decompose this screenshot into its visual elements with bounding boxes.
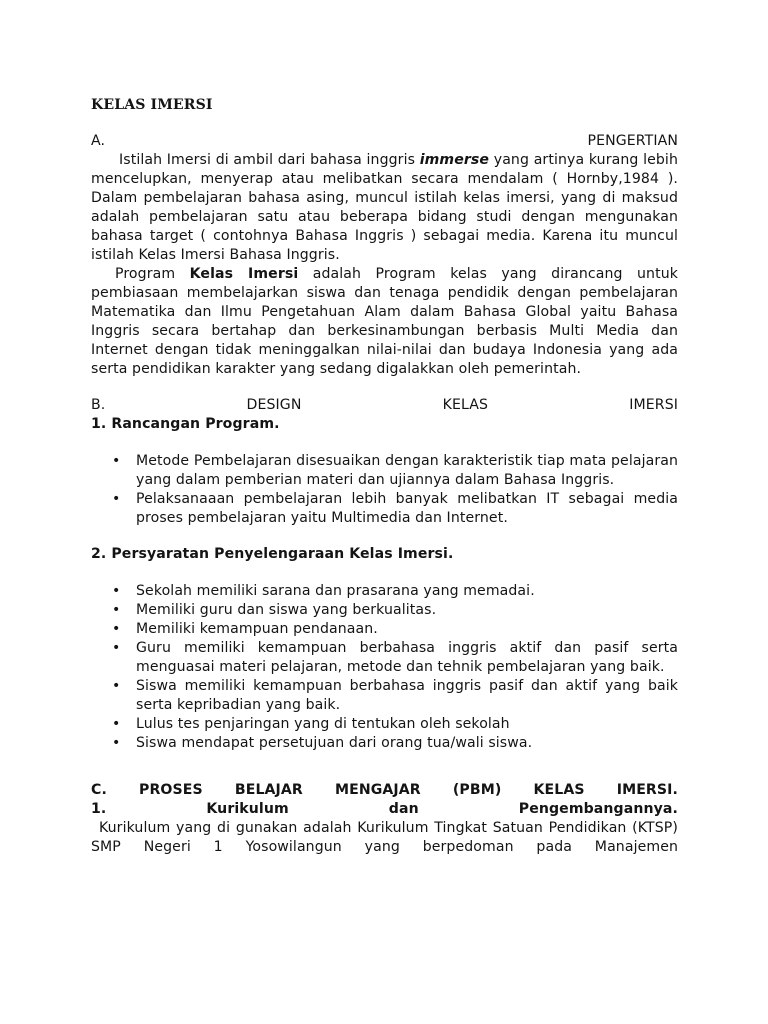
bold-term: Kelas Imersi <box>189 266 299 282</box>
heading-word: B. <box>91 397 106 413</box>
subsection-heading-rancangan: 1. Rancangan Program. <box>91 416 280 432</box>
persyaratan-list <box>91 582 678 753</box>
subsection-heading-persyaratan: 2. Persyaratan Penyelengaraan Kelas Imersi. <box>91 546 454 562</box>
bullet-icon: • <box>112 640 121 656</box>
section-c-paragraph-1: Kurikulum yang di gunakan adalah Kurikulum Tingkat Satuan Pendidikan (KTSP) SMP Negeri 1 Yosowilangun yang berpedoman pada Manajemen <box>91 820 678 855</box>
subsection-heading-kurikulum <box>91 800 678 819</box>
heading-word: DESIGN <box>246 397 302 413</box>
heading-word: dan <box>388 801 419 817</box>
document-title: KELAS IMERSI <box>91 97 213 113</box>
bullet-icon: • <box>112 583 121 599</box>
list-item-text: Guru memiliki kemampuan berbahasa inggris aktif dan pasif serta menguasai materi pelajaran, metode dan tehnik pembelajaran yang baik. <box>136 640 678 675</box>
list-item <box>91 639 678 677</box>
list-item-text: Metode Pembelajaran disesuaikan dengan karakteristik tiap mata pelajaran yang dalam pemberian materi dan ujiannya dalam Bahasa Inggris. <box>136 453 678 488</box>
text-run: Program <box>115 266 190 282</box>
heading-word: BELAJAR <box>234 782 303 798</box>
bullet-icon: • <box>112 453 121 469</box>
list-item-text: Memiliki guru dan siswa yang berkualitas. <box>136 602 437 618</box>
list-item <box>91 677 678 715</box>
heading-word: MENGAJAR <box>335 782 421 798</box>
list-item-text: Lulus tes penjaringan yang di tentukan oleh sekolah <box>136 716 510 732</box>
bullet-icon: • <box>112 735 121 751</box>
bullet-icon: • <box>112 491 121 507</box>
heading-word: KELAS <box>442 397 489 413</box>
list-item <box>91 620 678 639</box>
section-a-paragraph-2 <box>91 265 678 379</box>
heading-word: C. <box>91 782 107 798</box>
text-run: adalah Program kelas yang dirancang untuk pembiasaan membelajarkan siswa dan tenaga pendidik dengan pembelajaran Matematika dan Ilmu Pengetahuan Alam dalam Bahasa Global yaitu Bahasa Inggris secara bertahap dan berkesinambungan berbasis Multi Media dan Internet dengan tidak meninggalkan nilai-nilai dan budaya Indonesia yang ada serta pendidikan karakter yang sedang digalakkan oleh pemerintah. <box>91 266 679 377</box>
list-item-text: Memiliki kemampuan pendanaan. <box>136 621 378 637</box>
heading-word: 1. <box>91 801 107 817</box>
list-item-text: Sekolah memiliki sarana dan prasarana yang memadai. <box>136 583 535 599</box>
heading-word: Kurikulum <box>206 801 289 817</box>
heading-word: (PBM) <box>452 782 502 798</box>
bullet-icon: • <box>112 678 121 694</box>
list-item-text: Pelaksanaaan pembelajaran lebih banyak melibatkan IT sebagai media proses pembelajaran yaitu Multimedia dan Internet. <box>136 491 678 526</box>
heading-word: Pengembangannya. <box>518 801 678 817</box>
list-item-text: Siswa mendapat persetujuan dari orang tua/wali siswa. <box>136 735 533 751</box>
text-run: yang artinya kurang lebih mencelupkan, menyerap atau melibatkan secara mendalam ( Hornby,1984 ). Dalam pembelajaran bahasa asing, muncul istilah kelas imersi, yang di maksud adalah pembelajaran satu atau beberapa bidang studi dengan mengunakan bahasa target ( contohnya Bahasa Inggris ) sebagai media. Karena itu muncul istilah Kelas Imersi Bahasa Inggris. <box>91 152 678 263</box>
list-item <box>91 734 678 753</box>
heading-word: KELAS <box>533 782 585 798</box>
list-item <box>91 715 678 734</box>
bullet-icon: • <box>112 602 121 618</box>
section-a-label: A. <box>91 133 106 149</box>
list-item <box>91 582 678 601</box>
list-item <box>91 490 678 528</box>
bullet-icon: • <box>112 716 121 732</box>
section-a-paragraph-1 <box>91 151 678 265</box>
document-page <box>91 96 678 857</box>
section-a-title: PENGERTIAN <box>587 133 678 149</box>
emphasized-term: immerse <box>419 152 490 168</box>
list-item-text: Siswa memiliki kemampuan berbahasa inggris pasif dan aktif yang baik serta kepribadian yang baik. <box>136 678 678 713</box>
rancangan-list <box>91 452 678 528</box>
heading-word: IMERSI. <box>616 782 678 798</box>
list-item <box>91 601 678 620</box>
section-a-heading <box>91 132 678 151</box>
section-b-heading <box>91 396 678 415</box>
heading-word: IMERSI <box>629 397 678 413</box>
bullet-icon: • <box>112 621 121 637</box>
section-c-heading <box>91 781 678 800</box>
list-item <box>91 452 678 490</box>
heading-word: PROSES <box>139 782 203 798</box>
text-run: Istilah Imersi di ambil dari bahasa inggris <box>119 152 420 168</box>
